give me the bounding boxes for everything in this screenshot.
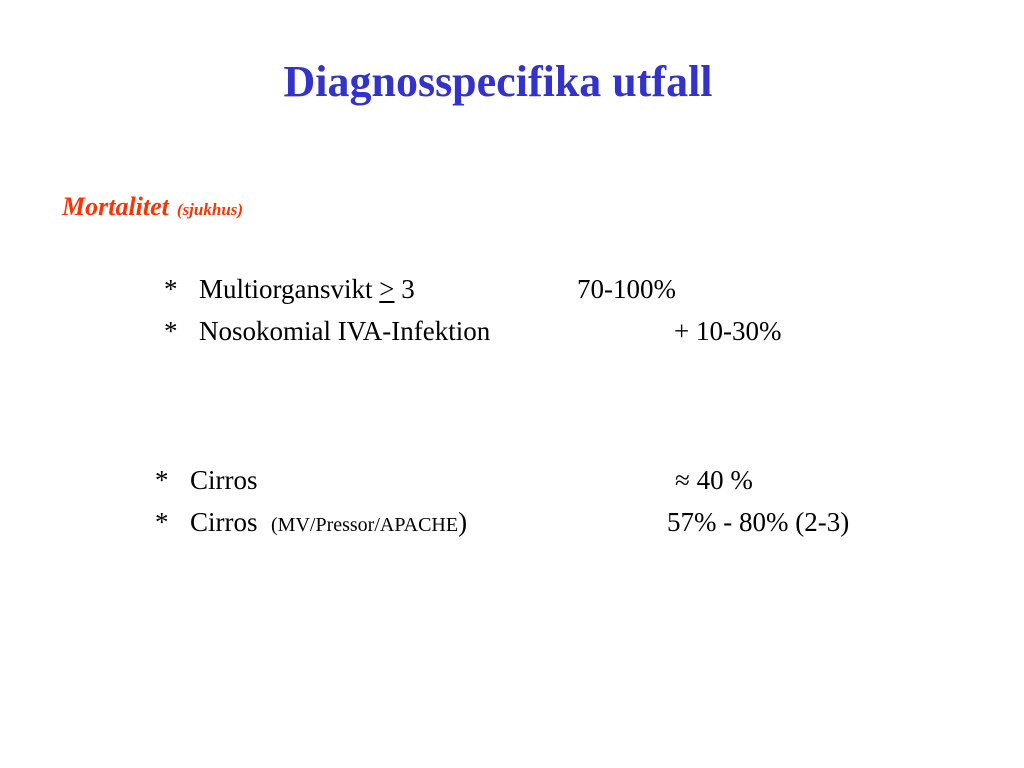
threshold-value: 3 [401,274,415,304]
bullet-marker: * [164,274,178,304]
qualifier-text: MV/Pressor/APACHE [277,514,459,536]
outcome-value: 57% - 80% (2-3) [667,507,850,537]
outcome-label [190,505,467,542]
slide-title: Diagnosspecifika utfall [283,57,713,106]
qualifier-open: ( [271,514,278,536]
outcome-row-cirrhosis [155,463,915,497]
bullet-marker: * [155,507,169,537]
outcome-row-cirrhosis-mv [155,505,915,539]
outcome-value: ≈ 40 % [675,465,753,495]
outcome-label [199,272,415,306]
heading-sub: (sjukhus) [176,200,244,219]
section-heading [62,190,243,228]
heading-main: Mortalitet [62,192,169,221]
outcome-row-multiorgan [164,272,864,306]
outcome-row-nosocomial [164,314,864,348]
outcome-label: Nosokomial IVA-Infektion [199,316,491,346]
bullet-marker: * [164,316,178,346]
outcome-label-text: Multiorgansvikt [199,274,373,304]
greater-equal-sign: > [379,274,395,304]
qualifier-close: ) [458,507,468,537]
outcome-label: Cirros [190,465,258,495]
outcome-value: + 10-30% [674,316,782,346]
bullet-marker: * [155,465,169,495]
outcome-value: 70-100% [577,274,676,304]
outcome-label-text: Cirros [190,507,258,537]
